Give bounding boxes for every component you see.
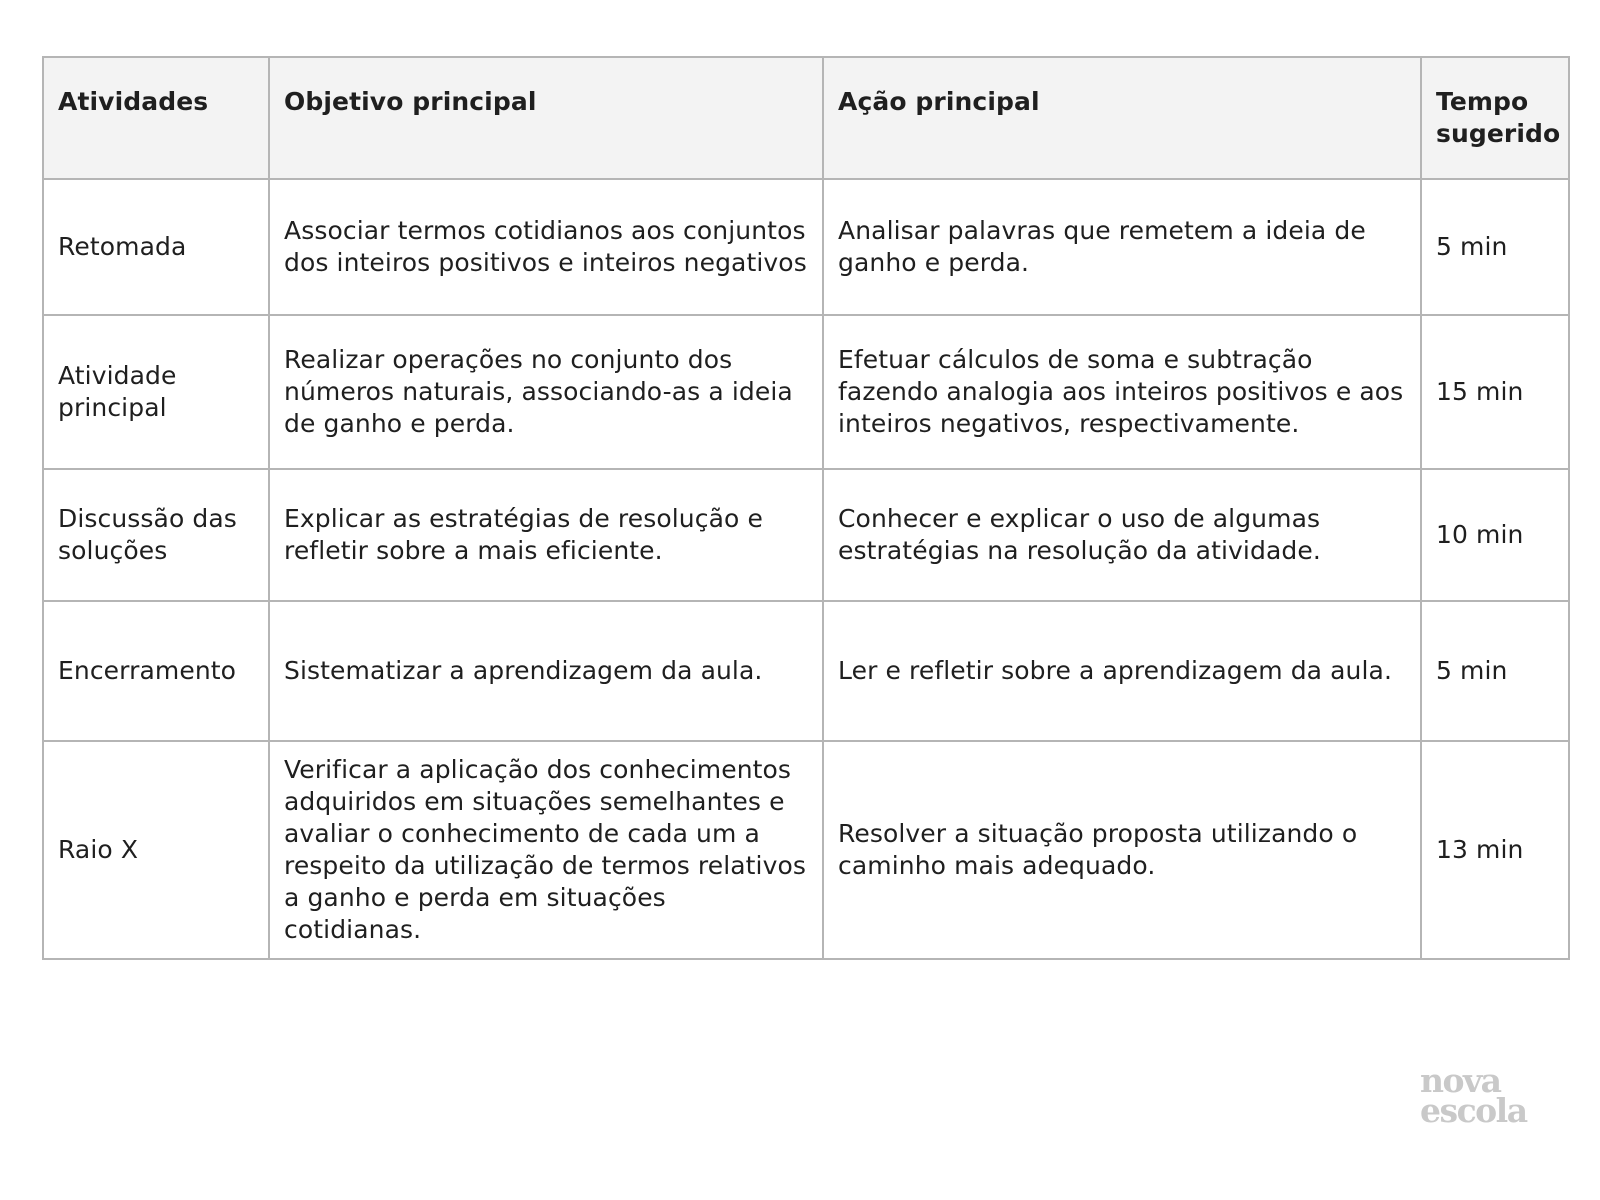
table-row xyxy=(43,315,1569,469)
cell-tempo: 5 min xyxy=(1421,601,1569,741)
logo-line-nova: nova xyxy=(1420,1061,1501,1100)
header-atividades: Atividades xyxy=(43,57,269,179)
cell-tempo: 5 min xyxy=(1421,179,1569,315)
cell-acao: Resolver a situação proposta utilizando o caminho mais adequado. xyxy=(823,741,1421,959)
cell-objetivo: Realizar operações no conjunto dos números naturais, associando-as a ideia de ganho e perda. xyxy=(269,315,823,469)
header-acao-principal: Ação principal xyxy=(823,57,1421,179)
header-tempo-sugerido: Tempo sugerido xyxy=(1421,57,1569,179)
cell-objetivo: Associar termos cotidianos aos conjuntos dos inteiros positivos e inteiros negativos xyxy=(269,179,823,315)
logo-line-escola: escola xyxy=(1420,1091,1527,1130)
cell-tempo: 15 min xyxy=(1421,315,1569,469)
cell-atividade: Discussão das soluções xyxy=(43,469,269,601)
cell-atividade: Encerramento xyxy=(43,601,269,741)
table-row xyxy=(43,741,1569,959)
cell-objetivo: Explicar as estratégias de resolução e refletir sobre a mais eficiente. xyxy=(269,469,823,601)
cell-atividade: Retomada xyxy=(43,179,269,315)
table-row xyxy=(43,469,1569,601)
cell-objetivo: Sistematizar a aprendizagem da aula. xyxy=(269,601,823,741)
table-row xyxy=(43,601,1569,741)
cell-acao: Ler e refletir sobre a aprendizagem da aula. xyxy=(823,601,1421,741)
cell-atividade: Atividade principal xyxy=(43,315,269,469)
cell-acao: Analisar palavras que remetem a ideia de ganho e perda. xyxy=(823,179,1421,315)
table-header-row xyxy=(43,57,1569,179)
nova-escola-logo xyxy=(1420,1061,1550,1130)
cell-acao: Efetuar cálculos de soma e subtração fazendo analogia aos inteiros positivos e aos inteiros negativos, respectivamente. xyxy=(823,315,1421,469)
header-objetivo-principal: Objetivo principal xyxy=(269,57,823,179)
cell-objetivo: Verificar a aplicação dos conhecimentos adquiridos em situações semelhantes e avaliar o conhecimento de cada um a respeito da utilização de termos relativos a ganho e perda em situações cotidianas. xyxy=(269,741,823,959)
cell-atividade: Raio X xyxy=(43,741,269,959)
cell-acao: Conhecer e explicar o uso de algumas estratégias na resolução da atividade. xyxy=(823,469,1421,601)
cell-tempo: 10 min xyxy=(1421,469,1569,601)
cell-tempo: 13 min xyxy=(1421,741,1569,959)
lesson-plan-table xyxy=(42,56,1570,960)
table-row xyxy=(43,179,1569,315)
